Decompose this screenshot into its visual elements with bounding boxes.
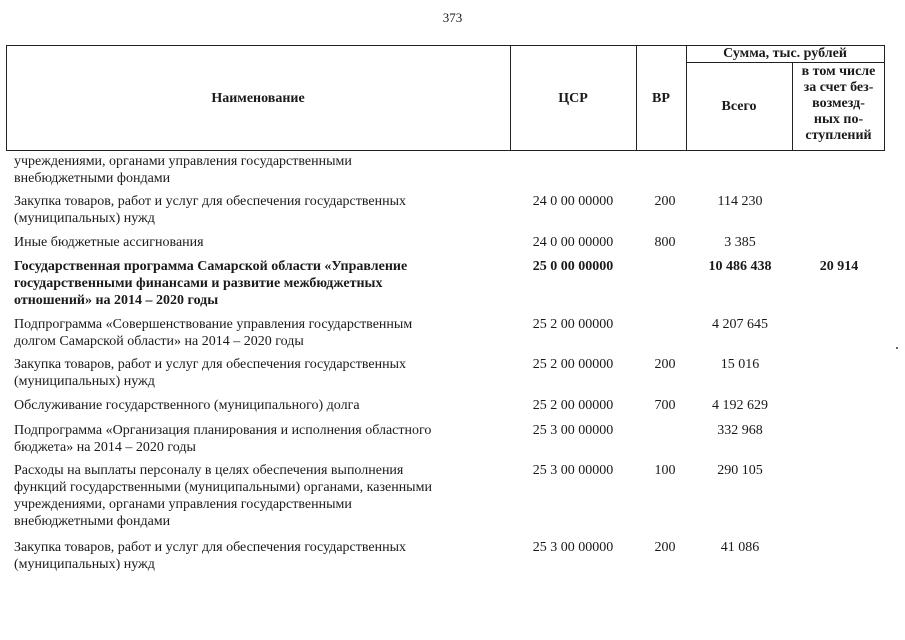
row-total: 114 230 <box>717 194 763 209</box>
row-total: 3 385 <box>724 235 756 250</box>
row-vr: 200 <box>654 540 676 555</box>
row-csr: 25 2 00 00000 <box>532 317 614 332</box>
row-name <box>14 356 489 390</box>
row-name <box>14 397 489 414</box>
row-name-line: (муниципальных) нужд <box>14 557 155 572</box>
row-gratuitous: 20 914 <box>819 259 859 274</box>
row-total: 41 086 <box>720 540 760 555</box>
row-csr: 25 3 00 00000 <box>532 423 614 438</box>
row-csr: 24 0 00 00000 <box>532 194 614 209</box>
header-including-line: возмезд- <box>812 96 865 111</box>
row-csr: 25 2 00 00000 <box>532 357 614 372</box>
header-including-line: ных по- <box>813 112 864 127</box>
header-name: Наименование <box>211 91 305 106</box>
row-name <box>14 193 489 227</box>
row-name-line: Подпрограмма «Организация планирования и исполнения областного <box>14 423 432 438</box>
row-name-line: внебюджетными фондами <box>14 171 171 186</box>
header-including-line: ступлений <box>805 128 872 143</box>
col-rule-right <box>884 45 885 151</box>
row-name-line: учреждениями, органами управления государственными <box>14 154 352 169</box>
row-name-line: государственными финансами и развитие межбюджетных <box>14 276 383 291</box>
row-name-line: бюджета» на 2014 – 2020 годы <box>14 440 196 455</box>
row-vr: 800 <box>654 235 676 250</box>
row-name <box>14 462 489 530</box>
row-name-line: внебюджетными фондами <box>14 514 171 529</box>
row-name-line: Закупка товаров, работ и услуг для обеспечения государственных <box>14 357 407 372</box>
header-bottom-rule <box>6 150 885 151</box>
row-name <box>14 539 489 573</box>
sum-sub-rule <box>686 62 885 63</box>
row-name-line: (муниципальных) нужд <box>14 211 155 226</box>
row-name <box>14 234 489 251</box>
row-name-line: Закупка товаров, работ и услуг для обеспечения государственных <box>14 194 407 209</box>
header-total: Всего <box>721 99 757 114</box>
row-name <box>14 316 489 350</box>
header-vr: ВР <box>652 91 670 106</box>
row-name-line: отношений» на 2014 – 2020 годы <box>14 293 219 308</box>
row-name-line: Государственная программа Самарской области «Управление <box>14 259 408 274</box>
row-csr: 25 3 00 00000 <box>532 540 614 555</box>
row-total: 15 016 <box>720 357 760 372</box>
row-csr: 25 0 00 00000 <box>532 259 614 274</box>
row-name <box>14 258 489 309</box>
row-name-line: учреждениями, органами управления государственными <box>14 497 352 512</box>
row-total: 332 968 <box>717 423 763 438</box>
row-vr: 200 <box>654 194 676 209</box>
header-including <box>793 64 884 144</box>
header-including-line: в том числе <box>801 64 876 79</box>
row-name-line: функций государственными (муниципальными) органами, казенными <box>14 480 432 495</box>
row-name-line: долгом Самарской области» на 2014 – 2020 годы <box>14 334 304 349</box>
row-name-line: Обслуживание государственного (муниципального) долга <box>14 398 360 413</box>
row-name-line: Закупка товаров, работ и услуг для обеспечения государственных <box>14 540 407 555</box>
row-total: 4 192 629 <box>712 398 768 413</box>
row-name-line: (муниципальных) нужд <box>14 374 155 389</box>
row-csr: 24 0 00 00000 <box>532 235 614 250</box>
row-total: 4 207 645 <box>712 317 768 332</box>
row-name-line: Расходы на выплаты персоналу в целях обеспечения выполнения <box>14 463 404 478</box>
table-header <box>0 0 905 160</box>
page-number: 373 <box>442 10 463 25</box>
row-csr: 25 3 00 00000 <box>532 463 614 478</box>
row-vr: 200 <box>654 357 676 372</box>
row-name-line: Иные бюджетные ассигнования <box>14 235 204 250</box>
row-total: 10 486 438 <box>708 259 772 274</box>
header-including-line: за счет без- <box>803 80 874 95</box>
row-vr: 100 <box>654 463 676 478</box>
row-csr: 25 2 00 00000 <box>532 398 614 413</box>
scan-speck <box>896 347 898 349</box>
row-total: 290 105 <box>717 463 763 478</box>
row-name <box>14 422 489 456</box>
header-csr: ЦСР <box>558 91 588 106</box>
header-sum: Сумма, тыс. рублей <box>723 46 847 61</box>
row-name <box>14 153 489 187</box>
row-vr: 700 <box>654 398 676 413</box>
row-name-line: Подпрограмма «Совершенствование управления государственным <box>14 317 413 332</box>
